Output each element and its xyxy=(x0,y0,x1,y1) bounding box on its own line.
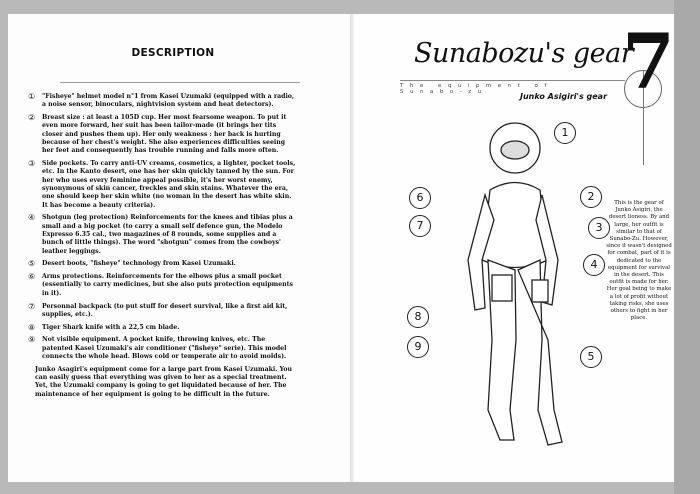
callout-4: 4 xyxy=(583,254,605,276)
item-text: Side pockets. To carry anti-UV creams, cosmetics, a lighter, pocket tools, etc. In the Kanto desert, one has her skin quickly tanned by the sun. For her who uses every feminine appeal possible, it's her worst enemy, synonymous of skin cancer, freckles and skin stains. Whatever the era, one should keep her skin white (no woman in the desert has white skin. It has become a beauty criteria). xyxy=(42,160,296,209)
gear-name: Junko Asigiri's gear xyxy=(520,92,608,101)
item-text: Breast size : at least a 105D cup. Her most fearsome weapon. To put it even more forward, her suit has been tailor-made (it brings her tits closer and pushes them up). Her only weakness : her back is hurting because of her chest's weight. She also experiences difficulties seeing her feet and consequently has trouble running and falls more often. xyxy=(42,114,287,155)
callout-9: 9 xyxy=(407,336,429,358)
item-text: Arms protections. Reinforcements for the elbows plus a small pocket (essentially to carry medicines, but she also puts protection equipments in it). xyxy=(42,273,294,297)
item-text: Personnal backpack (to put stuff for desert survival, like a first aid kit, supplies, etc.). xyxy=(42,302,288,318)
item-number: ⑨ xyxy=(28,335,36,345)
item-number: ③ xyxy=(28,159,36,169)
item-text: Not visible equipment. A pocket knife, throwing knives, etc. The patented Kasei Uzumaki's air conditioner ("fisheye" serie). This model connects the whole head. Blows cold or temperate air to avoid molds). xyxy=(42,336,287,361)
callout-3: 3 xyxy=(588,217,610,239)
list-item xyxy=(28,114,298,155)
item-text: Shotgun (leg protection) Reinforcements for the knees and tibias plus a small and a big pocket (to carry a small self defence gun, the Modelo Expresso 6.35 cal., two magazines of 8 rounds, some supplies and a bunch of little things). The word "shotgun" comes from the cowboys' leather leggings. xyxy=(42,214,293,255)
callout-7: 7 xyxy=(409,215,431,237)
description-heading: DESCRIPTION xyxy=(131,47,215,59)
character-illustration xyxy=(430,110,600,480)
list-item xyxy=(28,303,298,320)
leg-pocket xyxy=(532,280,548,302)
side-description: This is the gear of Junko Asigiri, the desert lioness. By and large, her outfit is similar to that of Sunabo-Zu. However, since it wasn't designed for combat, part of it is dedicated to the equipment for survival in the desert. This outfit is made for her. Her goal being to make a lot of profit without taking risks, she uses others to fight in her place. xyxy=(606,200,672,322)
item-number: ⑥ xyxy=(28,272,36,282)
callout-1: 1 xyxy=(554,122,576,144)
description-list xyxy=(28,93,298,399)
item-number: ① xyxy=(28,92,36,101)
callout-8: 8 xyxy=(407,306,429,328)
page-gutter xyxy=(350,14,354,482)
chapter-number: 7 xyxy=(622,17,675,106)
list-item xyxy=(28,324,298,332)
item-text: Desert boots, "fisheye" technology from Kasei Uzumaki. xyxy=(42,260,236,268)
item-text: "Fisheye" helmet model n°1 from Kasei Uzumaki (equipped with a radio, a noise sensor, binoculars, nightvision system and heat detectors). xyxy=(42,93,295,109)
list-item xyxy=(28,93,298,110)
item-text: Tiger Shark knife with a 22,5 cm blade. xyxy=(42,323,180,331)
callout-5: 5 xyxy=(580,346,602,368)
item-number: ⑤ xyxy=(28,259,36,269)
list-item xyxy=(28,214,298,255)
item-number: ⑦ xyxy=(28,301,36,311)
list-item xyxy=(28,260,298,268)
list-item xyxy=(28,336,298,361)
leg-pocket xyxy=(492,275,512,301)
closing-paragraph: Junko Asagiri's equipment come for a large part from Kasei Uzumaki. You can easily guess that everything was given to her as a special treatment. Yet, the Uzumaki company is going to get liquidated because of her. The maintenance of her equipment is going to be difficult in the future. xyxy=(35,365,293,398)
subtitle: The equipment of Sunabo-zu xyxy=(400,80,625,95)
item-number: ⑧ xyxy=(28,322,36,332)
callout-6: 6 xyxy=(409,187,431,209)
list-item xyxy=(28,273,298,298)
list-item xyxy=(28,160,298,210)
page-title: Sunabozu's gear xyxy=(414,38,634,69)
visor xyxy=(501,141,529,159)
heading-divider xyxy=(60,82,300,83)
item-number: ④ xyxy=(28,213,36,223)
scan-edge xyxy=(674,0,700,494)
callout-2: 2 xyxy=(580,186,602,208)
item-number: ② xyxy=(28,113,36,123)
